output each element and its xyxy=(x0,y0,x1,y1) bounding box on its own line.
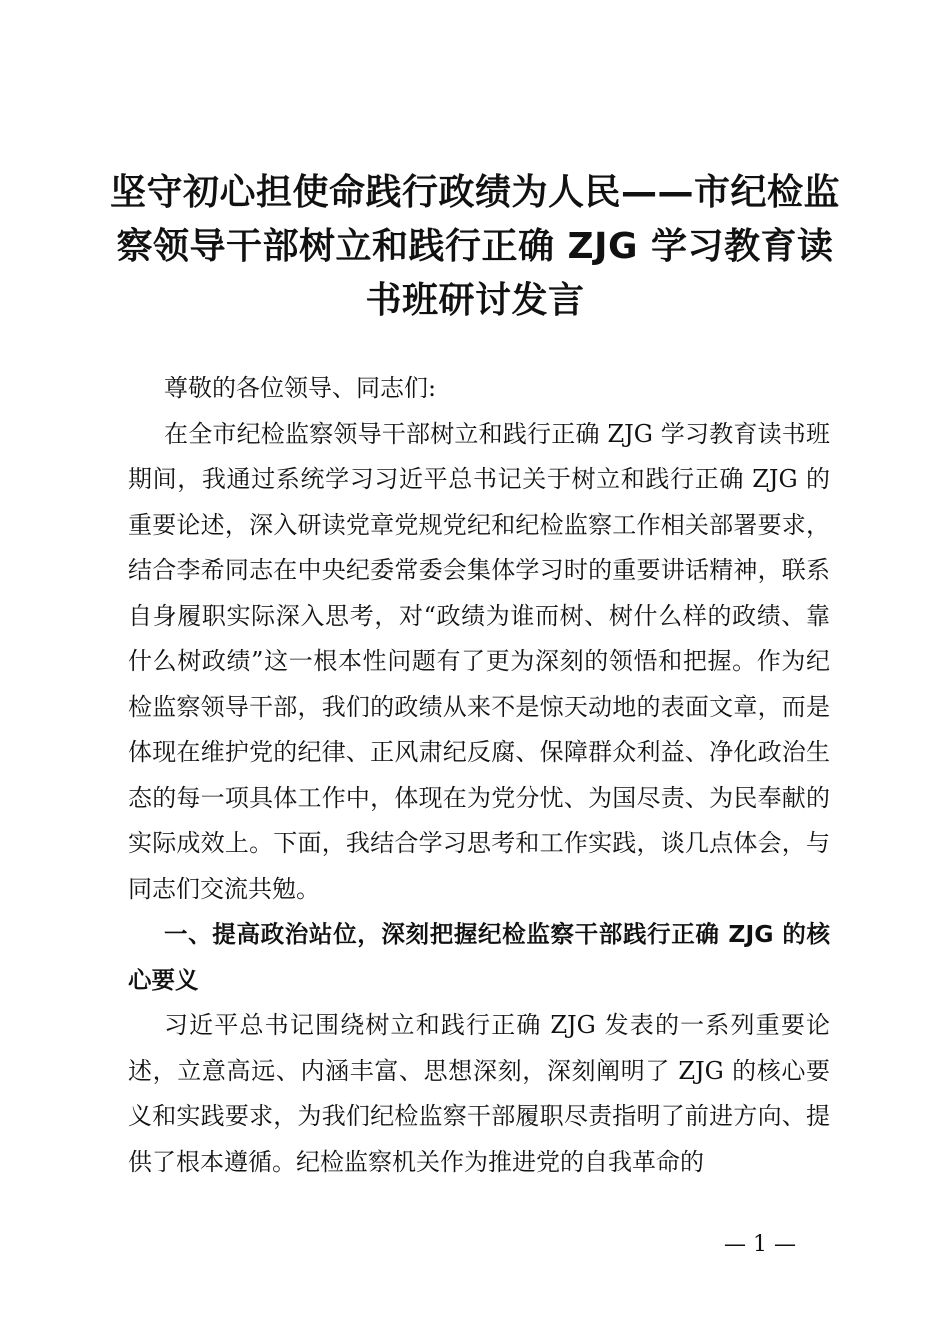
document-body xyxy=(128,366,830,1185)
salutation: 尊敬的各位领导、同志们: xyxy=(164,374,437,402)
page-number: — 1 — xyxy=(724,1232,796,1257)
section-paragraph-1: 习近平总书记围绕树立和践行正确 ZJG 发表的一系列重要论述，立意高远、内涵丰富、思想深刻，深刻阐明了 ZJG 的核心要义和实践要求，为我们纪检监察干部履职尽责指明了前进方向、提供了根本遵循。纪检监察机关作为推进党的自我革命的 xyxy=(128,1011,830,1176)
document-title: 坚守初心担使命践行政绩为人民——市纪检监察领导干部树立和践行正确 ZJG 学习教育读书班研讨发言 xyxy=(110,172,841,321)
body-paragraph-1: 在全市纪检监察领导干部树立和践行正确 ZJG 学习教育读书班期间，我通过系统学习习近平总书记关于树立和践行正确 ZJG 的重要论述，深入研读党章党规党纪和纪检监察工作相关部署要求，结合李希同志在中央纪委常委会集体学习时的重要讲话精神，联系自身履职实际深入思考，对“政绩为谁而树、树什么样的政绩、靠什么树政绩”这一根本性问题有了更为深刻的领悟和把握。作为纪检监察领导干部，我们的政绩从来不是惊天动地的表面文章，而是体现在维护党的纪律、正风肃纪反腐、保障群众利益、净化政治生态的每一项具体工作中，体现在为党分忧、为国尽责、为民奉献的实际成效上。下面，我结合学习思考和工作实践，谈几点体会，与同志们交流共勉。 xyxy=(128,419,830,903)
section-heading-1: 一、提高政治站位，深刻把握纪检监察干部践行正确 ZJG 的核心要义 xyxy=(128,920,830,994)
